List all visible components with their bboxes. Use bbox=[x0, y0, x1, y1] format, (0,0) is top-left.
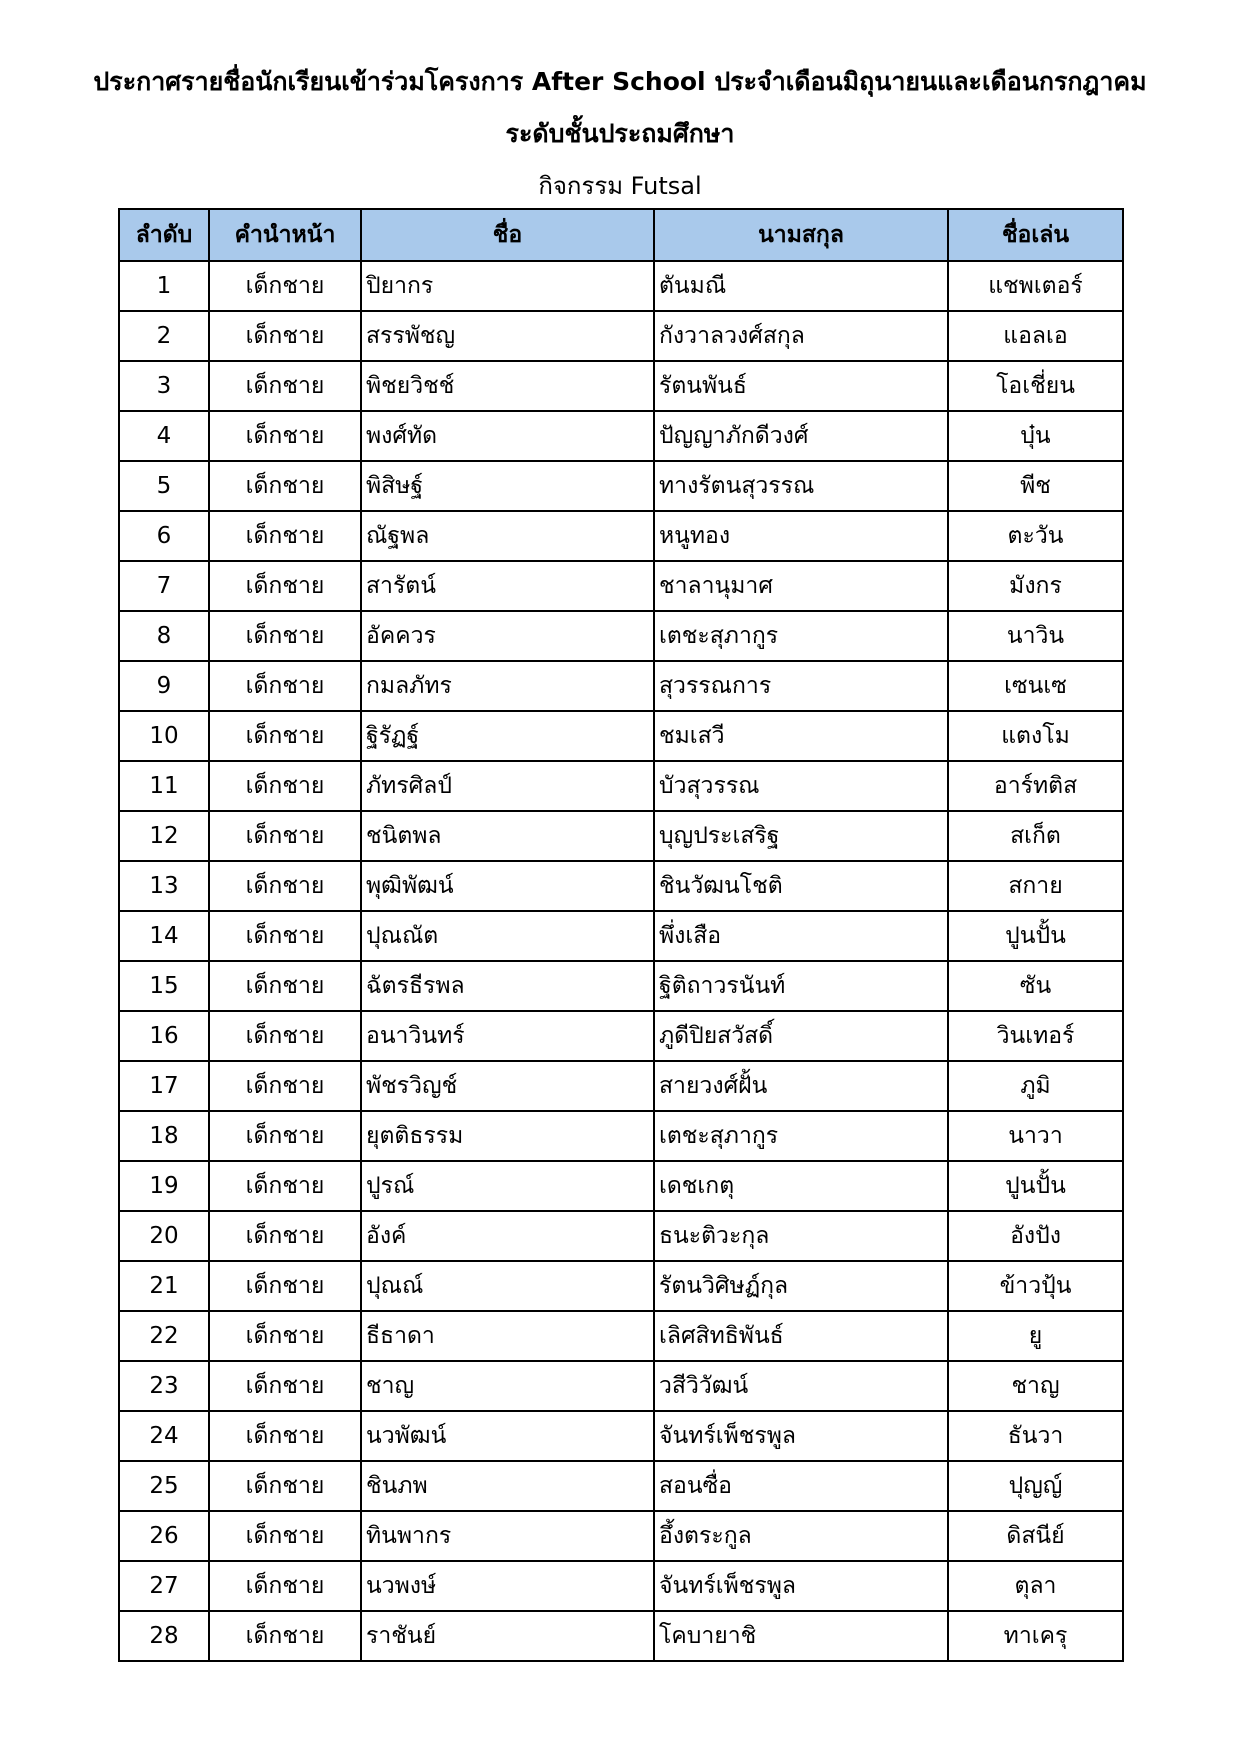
cell-last-name: ชมเสวี bbox=[654, 711, 948, 761]
activity-name: กิจกรรม Futsal bbox=[538, 172, 702, 200]
cell-first-name: ชนิตพล bbox=[361, 811, 654, 861]
cell-number: 8 bbox=[119, 611, 209, 661]
cell-nickname: อังปัง bbox=[948, 1211, 1123, 1261]
cell-prefix: เด็กชาย bbox=[209, 1561, 361, 1611]
cell-nickname: ข้าวปุ้น bbox=[948, 1261, 1123, 1311]
cell-number: 12 bbox=[119, 811, 209, 861]
cell-nickname: ยู bbox=[948, 1311, 1123, 1361]
header-number: ลำดับ bbox=[119, 209, 209, 261]
table-row bbox=[119, 361, 1123, 411]
cell-prefix: เด็กชาย bbox=[209, 961, 361, 1011]
table-row bbox=[119, 1461, 1123, 1511]
cell-nickname: บุ๋น bbox=[948, 411, 1123, 461]
cell-nickname: สเก็ต bbox=[948, 811, 1123, 861]
cell-nickname: ชาญ bbox=[948, 1361, 1123, 1411]
cell-number: 4 bbox=[119, 411, 209, 461]
table-row bbox=[119, 1161, 1123, 1211]
cell-nickname: ปุญญ์ bbox=[948, 1461, 1123, 1511]
cell-last-name: เตชะสุภากูร bbox=[654, 1111, 948, 1161]
cell-number: 18 bbox=[119, 1111, 209, 1161]
cell-number: 15 bbox=[119, 961, 209, 1011]
table-row bbox=[119, 1411, 1123, 1461]
cell-nickname: ทาเครุ bbox=[948, 1611, 1123, 1661]
cell-prefix: เด็กชาย bbox=[209, 1361, 361, 1411]
cell-last-name: พึ่งเสือ bbox=[654, 911, 948, 961]
student-roster-table bbox=[118, 208, 1124, 1662]
table-header bbox=[119, 209, 1123, 261]
cell-nickname: ตุลา bbox=[948, 1561, 1123, 1611]
cell-nickname: ตะวัน bbox=[948, 511, 1123, 561]
cell-number: 7 bbox=[119, 561, 209, 611]
cell-first-name: ชาญ bbox=[361, 1361, 654, 1411]
cell-number: 13 bbox=[119, 861, 209, 911]
cell-last-name: ทางรัตนสุวรรณ bbox=[654, 461, 948, 511]
table-row bbox=[119, 911, 1123, 961]
cell-last-name: ชินวัฒนโชติ bbox=[654, 861, 948, 911]
cell-first-name: อัคควร bbox=[361, 611, 654, 661]
cell-first-name: อังค์ bbox=[361, 1211, 654, 1261]
cell-prefix: เด็กชาย bbox=[209, 561, 361, 611]
table-row bbox=[119, 1261, 1123, 1311]
table-row bbox=[119, 1061, 1123, 1111]
cell-number: 16 bbox=[119, 1011, 209, 1061]
cell-nickname: ซัน bbox=[948, 961, 1123, 1011]
cell-nickname: ธันวา bbox=[948, 1411, 1123, 1461]
cell-last-name: โคบายาชิ bbox=[654, 1611, 948, 1661]
cell-last-name: บัวสุวรรณ bbox=[654, 761, 948, 811]
cell-number: 25 bbox=[119, 1461, 209, 1511]
cell-prefix: เด็กชาย bbox=[209, 1261, 361, 1311]
cell-first-name: พิสิษฐ์ bbox=[361, 461, 654, 511]
cell-prefix: เด็กชาย bbox=[209, 1461, 361, 1511]
cell-nickname: ปูนปั้น bbox=[948, 1161, 1123, 1211]
cell-first-name: ปุณณ์ bbox=[361, 1261, 654, 1311]
cell-number: 26 bbox=[119, 1511, 209, 1561]
table-body bbox=[119, 261, 1123, 1661]
cell-number: 9 bbox=[119, 661, 209, 711]
cell-nickname: อาร์ทติส bbox=[948, 761, 1123, 811]
cell-last-name: กังวาลวงศ์สกุล bbox=[654, 311, 948, 361]
cell-last-name: วสีวิวัฒน์ bbox=[654, 1361, 948, 1411]
table-row bbox=[119, 1111, 1123, 1161]
table-row bbox=[119, 311, 1123, 361]
table-row bbox=[119, 711, 1123, 761]
cell-first-name: ปุณณัต bbox=[361, 911, 654, 961]
table-row bbox=[119, 861, 1123, 911]
cell-nickname: โอเชี่ยน bbox=[948, 361, 1123, 411]
cell-prefix: เด็กชาย bbox=[209, 1161, 361, 1211]
cell-last-name: ฐิติถาวรนันท์ bbox=[654, 961, 948, 1011]
cell-prefix: เด็กชาย bbox=[209, 811, 361, 861]
cell-first-name: ปูรณ์ bbox=[361, 1161, 654, 1211]
cell-first-name: สรรพัชญ bbox=[361, 311, 654, 361]
cell-last-name: เลิศสิทธิพันธ์ bbox=[654, 1311, 948, 1361]
table-row bbox=[119, 661, 1123, 711]
cell-prefix: เด็กชาย bbox=[209, 511, 361, 561]
cell-nickname: มังกร bbox=[948, 561, 1123, 611]
cell-number: 17 bbox=[119, 1061, 209, 1111]
cell-prefix: เด็กชาย bbox=[209, 461, 361, 511]
table-row bbox=[119, 461, 1123, 511]
table-row bbox=[119, 411, 1123, 461]
cell-nickname: ภูมิ bbox=[948, 1061, 1123, 1111]
table-row bbox=[119, 511, 1123, 561]
cell-first-name: พัชรวิญช์ bbox=[361, 1061, 654, 1111]
cell-last-name: ชาลานุมาศ bbox=[654, 561, 948, 611]
cell-number: 23 bbox=[119, 1361, 209, 1411]
cell-number: 28 bbox=[119, 1611, 209, 1661]
cell-first-name: ฉัตรธีรพล bbox=[361, 961, 654, 1011]
cell-nickname: วินเทอร์ bbox=[948, 1011, 1123, 1061]
cell-last-name: รัตนวิศิษฏ์กุล bbox=[654, 1261, 948, 1311]
cell-first-name: ชินภพ bbox=[361, 1461, 654, 1511]
cell-first-name: นวพัฒน์ bbox=[361, 1411, 654, 1461]
header-nickname: ชื่อเล่น bbox=[948, 209, 1123, 261]
cell-prefix: เด็กชาย bbox=[209, 611, 361, 661]
cell-nickname: นาวิน bbox=[948, 611, 1123, 661]
header-first-name: ชื่อ bbox=[361, 209, 654, 261]
cell-first-name: ณัฐพล bbox=[361, 511, 654, 561]
cell-first-name: นวพงษ์ bbox=[361, 1561, 654, 1611]
cell-number: 20 bbox=[119, 1211, 209, 1261]
cell-last-name: รัตนพันธ์ bbox=[654, 361, 948, 411]
cell-nickname: ดิสนีย์ bbox=[948, 1511, 1123, 1561]
cell-prefix: เด็กชาย bbox=[209, 1311, 361, 1361]
cell-prefix: เด็กชาย bbox=[209, 861, 361, 911]
cell-last-name: ปัญญาภักดีวงศ์ bbox=[654, 411, 948, 461]
cell-first-name: ทินพากร bbox=[361, 1511, 654, 1561]
cell-nickname: ปูนปั้น bbox=[948, 911, 1123, 961]
cell-prefix: เด็กชาย bbox=[209, 1211, 361, 1261]
cell-last-name: สุวรรณการ bbox=[654, 661, 948, 711]
cell-nickname: สกาย bbox=[948, 861, 1123, 911]
cell-first-name: ภัทรศิลป์ bbox=[361, 761, 654, 811]
document-subtitle: ระดับชั้นประถมศึกษา bbox=[505, 119, 735, 148]
document-title: ประกาศรายชื่อนักเรียนเข้าร่วมโครงการ After School ประจำเดือนมิถุนายนและเดือนกรกฎาคม bbox=[93, 67, 1147, 96]
cell-prefix: เด็กชาย bbox=[209, 1611, 361, 1661]
cell-first-name: ปิยากร bbox=[361, 261, 654, 311]
cell-prefix: เด็กชาย bbox=[209, 1411, 361, 1461]
cell-nickname: แตงโม bbox=[948, 711, 1123, 761]
cell-number: 3 bbox=[119, 361, 209, 411]
cell-prefix: เด็กชาย bbox=[209, 761, 361, 811]
cell-last-name: ธนะติวะกุล bbox=[654, 1211, 948, 1261]
cell-number: 21 bbox=[119, 1261, 209, 1311]
cell-nickname: แอลเอ bbox=[948, 311, 1123, 361]
table-row bbox=[119, 1511, 1123, 1561]
cell-last-name: สายวงศ์ฝั้น bbox=[654, 1061, 948, 1111]
cell-number: 19 bbox=[119, 1161, 209, 1211]
cell-prefix: เด็กชาย bbox=[209, 311, 361, 361]
cell-number: 5 bbox=[119, 461, 209, 511]
cell-prefix: เด็กชาย bbox=[209, 711, 361, 761]
cell-prefix: เด็กชาย bbox=[209, 661, 361, 711]
cell-last-name: เดชเกตุ bbox=[654, 1161, 948, 1211]
cell-last-name: สอนซื่อ bbox=[654, 1461, 948, 1511]
cell-number: 2 bbox=[119, 311, 209, 361]
cell-last-name: อึ้งตระกูล bbox=[654, 1511, 948, 1561]
cell-number: 14 bbox=[119, 911, 209, 961]
table-row bbox=[119, 961, 1123, 1011]
cell-first-name: กมลภัทร bbox=[361, 661, 654, 711]
cell-nickname: นาวา bbox=[948, 1111, 1123, 1161]
cell-prefix: เด็กชาย bbox=[209, 1011, 361, 1061]
cell-nickname: เซนเซ bbox=[948, 661, 1123, 711]
cell-nickname: พีช bbox=[948, 461, 1123, 511]
cell-number: 22 bbox=[119, 1311, 209, 1361]
cell-first-name: พุฒิพัฒน์ bbox=[361, 861, 654, 911]
cell-first-name: ราชันย์ bbox=[361, 1611, 654, 1661]
table-row bbox=[119, 1611, 1123, 1661]
cell-last-name: ภูดีปิยสวัสดิ์ bbox=[654, 1011, 948, 1061]
cell-first-name: อนาวินทร์ bbox=[361, 1011, 654, 1061]
cell-first-name: ฐิรัฏฐ์ bbox=[361, 711, 654, 761]
cell-number: 11 bbox=[119, 761, 209, 811]
cell-number: 10 bbox=[119, 711, 209, 761]
table-row bbox=[119, 261, 1123, 311]
cell-first-name: พิชยวิชช์ bbox=[361, 361, 654, 411]
cell-prefix: เด็กชาย bbox=[209, 1511, 361, 1561]
cell-prefix: เด็กชาย bbox=[209, 1111, 361, 1161]
cell-prefix: เด็กชาย bbox=[209, 911, 361, 961]
header-last-name: นามสกุล bbox=[654, 209, 948, 261]
cell-last-name: จันทร์เพ็ชรพูล bbox=[654, 1411, 948, 1461]
cell-number: 24 bbox=[119, 1411, 209, 1461]
cell-prefix: เด็กชาย bbox=[209, 361, 361, 411]
table-row bbox=[119, 1011, 1123, 1061]
cell-number: 27 bbox=[119, 1561, 209, 1611]
table-header-row bbox=[119, 209, 1123, 261]
table-row bbox=[119, 761, 1123, 811]
cell-prefix: เด็กชาย bbox=[209, 261, 361, 311]
cell-first-name: ยุตติธรรม bbox=[361, 1111, 654, 1161]
cell-first-name: พงศ์ทัด bbox=[361, 411, 654, 461]
cell-last-name: บุญประเสริฐ bbox=[654, 811, 948, 861]
table-row bbox=[119, 1561, 1123, 1611]
table-row bbox=[119, 811, 1123, 861]
cell-last-name: หนูทอง bbox=[654, 511, 948, 561]
table-row bbox=[119, 1361, 1123, 1411]
cell-number: 1 bbox=[119, 261, 209, 311]
table-row bbox=[119, 1311, 1123, 1361]
cell-last-name: เตชะสุภากูร bbox=[654, 611, 948, 661]
cell-first-name: ธีธาดา bbox=[361, 1311, 654, 1361]
cell-nickname: แชพเตอร์ bbox=[948, 261, 1123, 311]
cell-last-name: ตันมณี bbox=[654, 261, 948, 311]
cell-prefix: เด็กชาย bbox=[209, 1061, 361, 1111]
header-prefix: คำนำหน้า bbox=[209, 209, 361, 261]
cell-last-name: จันทร์เพ็ชรพูล bbox=[654, 1561, 948, 1611]
table-row bbox=[119, 561, 1123, 611]
cell-prefix: เด็กชาย bbox=[209, 411, 361, 461]
cell-number: 6 bbox=[119, 511, 209, 561]
table-row bbox=[119, 1211, 1123, 1261]
cell-first-name: สารัตน์ bbox=[361, 561, 654, 611]
table-row bbox=[119, 611, 1123, 661]
